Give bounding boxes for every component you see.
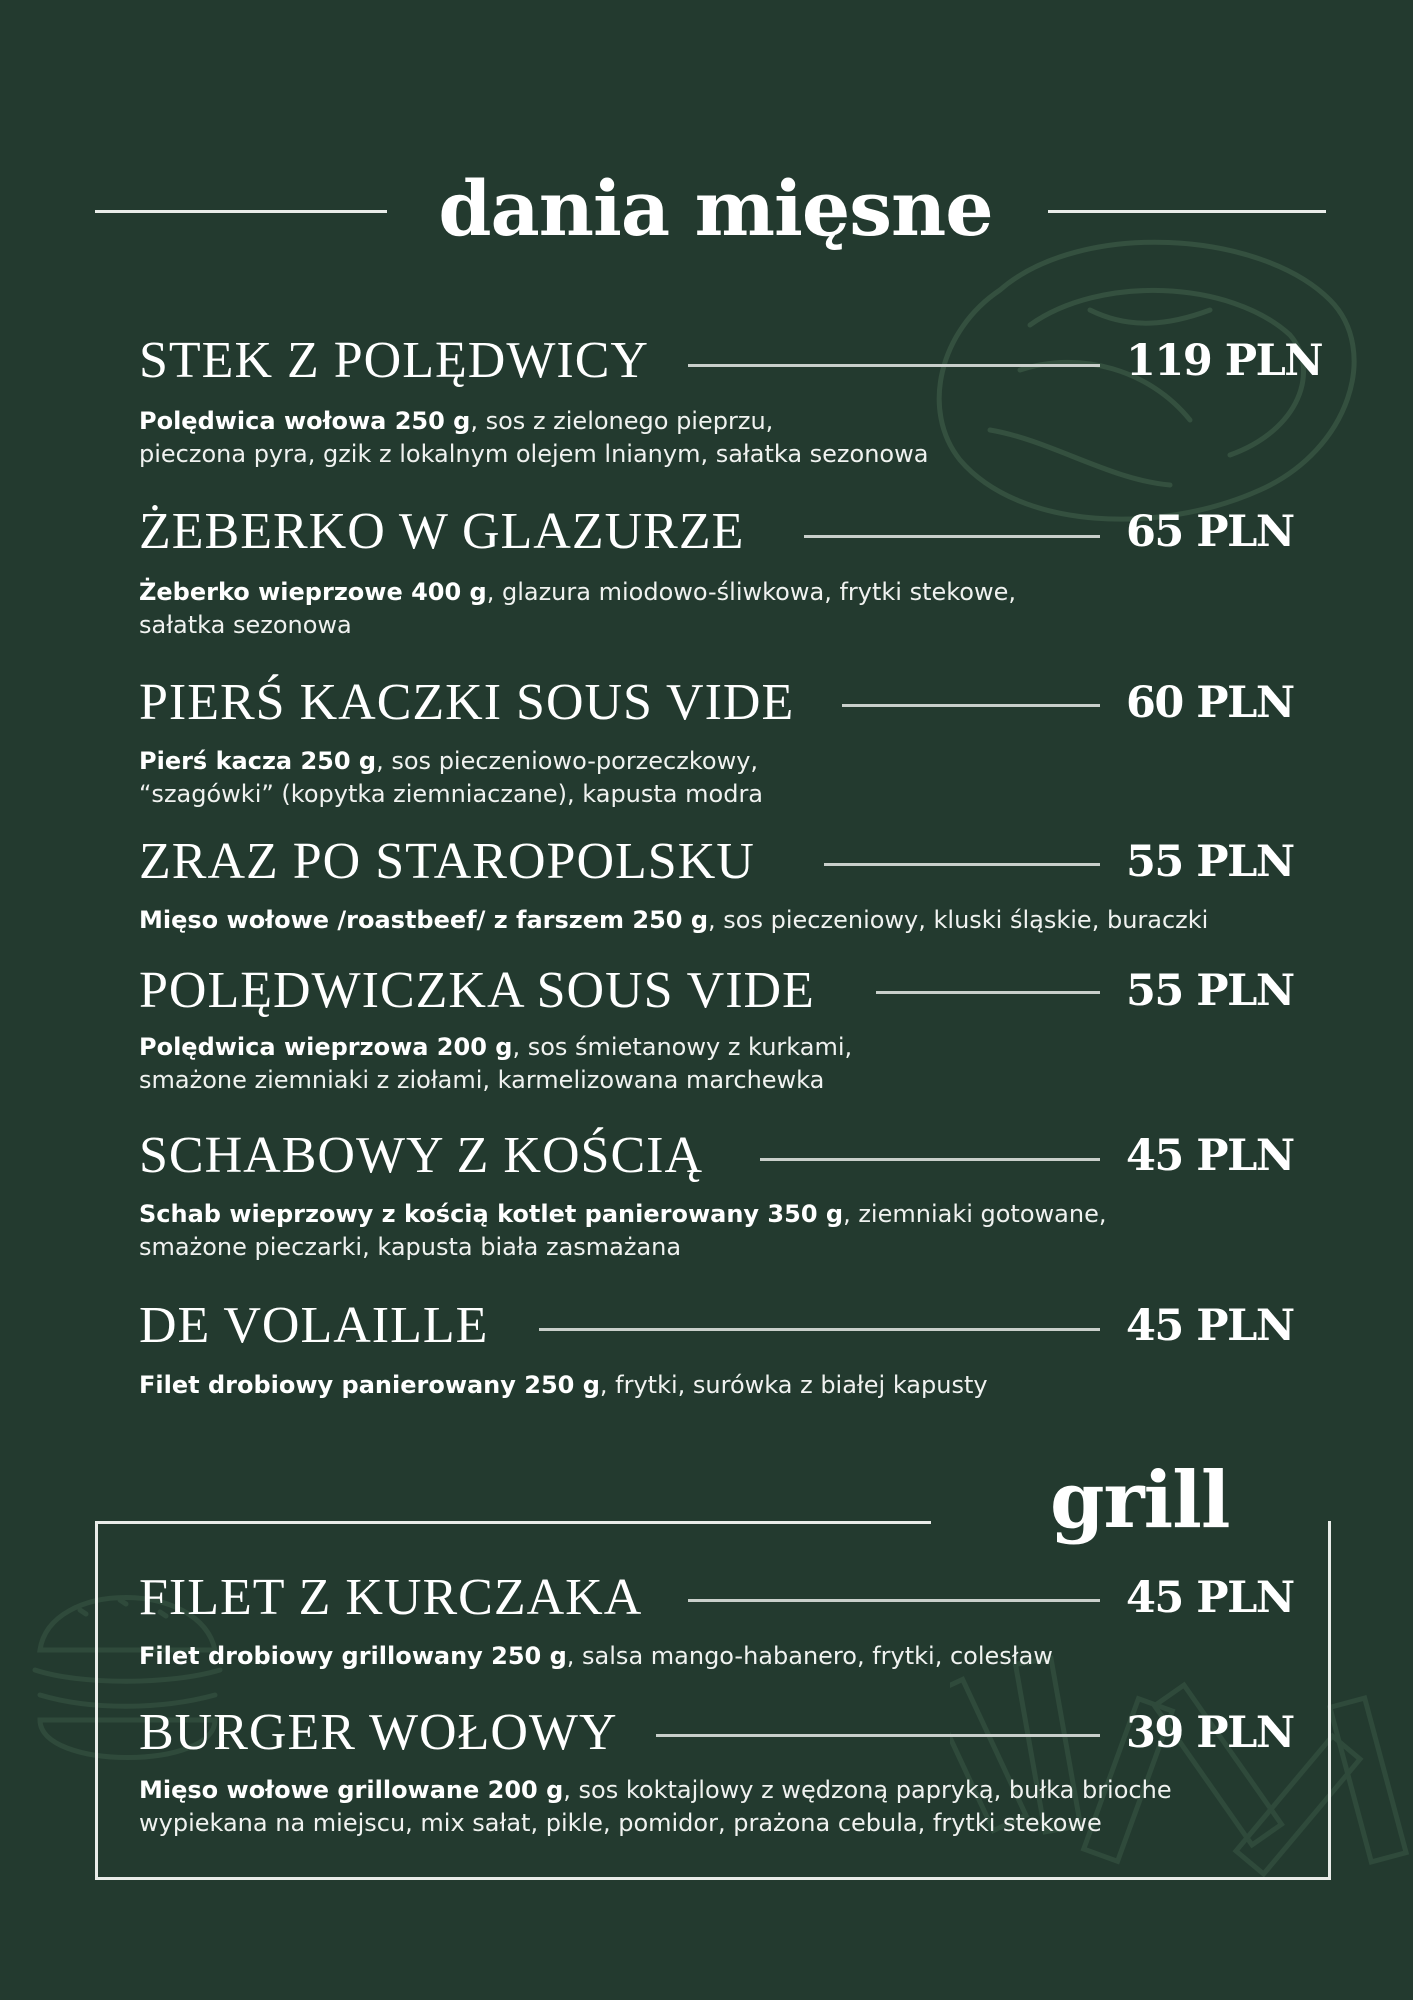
- grill-rule-top: [95, 1521, 931, 1524]
- dish-leader-line: [842, 704, 1100, 707]
- dish-description-text: , sos pieczeniowy, kluski śląskie, buraczki: [708, 906, 1209, 934]
- dish-name: POLĘDWICZKA SOUS VIDE: [139, 962, 815, 1019]
- dish-description: [139, 1031, 852, 1097]
- dish-description-bold: Żeberko wieprzowe 400 g: [139, 578, 487, 606]
- section-title-grill: grill: [1050, 1455, 1230, 1546]
- dish-leader-line: [656, 1734, 1100, 1737]
- dish-description-text: , ziemniaki gotowane,: [843, 1200, 1107, 1228]
- dish-price: 45 PLN: [1126, 1131, 1294, 1181]
- dish-description-line2: wypiekana na miejscu, mix sałat, pikle, pomidor, prażona cebula, frytki stekowe: [139, 1809, 1102, 1837]
- dish-price: 55 PLN: [1126, 966, 1294, 1016]
- dish-description-bold: Polędwica wieprzowa 200 g: [139, 1033, 513, 1061]
- header-rule-right: [1048, 210, 1326, 213]
- dish-description-bold: Filet drobiowy panierowany 250 g: [139, 1371, 600, 1399]
- section-title-meat: dania mięsne: [438, 164, 993, 253]
- dish-description-bold: Pierś kacza 250 g: [139, 747, 377, 775]
- dish-name: SCHABOWY Z KOŚCIĄ: [139, 1127, 703, 1184]
- dish-description-text: , glazura miodowo-śliwkowa, frytki stekowe,: [486, 578, 1017, 606]
- dish-price: 60 PLN: [1126, 678, 1294, 728]
- dish-description-text: , sos koktajlowy z wędzoną papryką, bułka brioche: [563, 1776, 1172, 1804]
- dish-leader-line: [760, 1158, 1100, 1161]
- dish-leader-line: [804, 535, 1100, 538]
- dish-description-line2: pieczona pyra, gzik z lokalnym olejem lnianym, sałatka sezonowa: [139, 440, 929, 468]
- dish-price: 119 PLN: [1126, 336, 1323, 386]
- dish-price: 65 PLN: [1126, 507, 1294, 557]
- dish-description-text: , sos z zielonego pieprzu,: [470, 407, 774, 435]
- dish-leader-line: [688, 364, 1100, 367]
- dish-name: ŻEBERKO W GLAZURZE: [139, 503, 745, 560]
- dish-leader-line: [539, 1328, 1100, 1331]
- dish-name: FILET Z KURCZAKA: [139, 1569, 643, 1626]
- dish-price: 45 PLN: [1126, 1573, 1294, 1623]
- dish-leader-line: [876, 991, 1100, 994]
- dish-description: [139, 745, 763, 811]
- dish-description: [139, 904, 1208, 937]
- dish-description-line2: smażone pieczarki, kapusta biała zasmażana: [139, 1233, 682, 1261]
- dish-description: [139, 405, 928, 471]
- dish-description: [139, 1369, 988, 1402]
- dish-price: 55 PLN: [1126, 837, 1294, 887]
- dish-leader-line: [688, 1599, 1100, 1602]
- dish-description-line2: smażone ziemniaki z ziołami, karmelizowana marchewka: [139, 1066, 825, 1094]
- dish-name: BURGER WOŁOWY: [139, 1704, 618, 1761]
- dish-price: 45 PLN: [1126, 1301, 1294, 1351]
- dish-description-text: , sos pieczeniowo-porzeczkowy,: [376, 747, 759, 775]
- dish-description: [139, 1640, 1053, 1673]
- dish-description-text: , sos śmietanowy z kurkami,: [512, 1033, 853, 1061]
- dish-name: ZRAZ PO STAROPOLSKU: [139, 833, 755, 890]
- dish-description-text: , salsa mango-habanero, frytki, colesław: [566, 1642, 1053, 1670]
- dish-name: STEK Z POLĘDWICY: [139, 332, 649, 389]
- dish-description-text: , frytki, surówka z białej kapusty: [599, 1371, 988, 1399]
- dish-description: [139, 1774, 1172, 1840]
- dish-description-line2: sałatka sezonowa: [139, 611, 352, 639]
- dish-description-bold: Filet drobiowy grillowany 250 g: [139, 1642, 567, 1670]
- dish-description-bold: Polędwica wołowa 250 g: [139, 407, 471, 435]
- dish-description-bold: Schab wieprzowy z kością kotlet panierowany 350 g: [139, 1200, 844, 1228]
- header-rule-left: [95, 210, 387, 213]
- dish-price: 39 PLN: [1126, 1708, 1294, 1758]
- dish-description-line2: “szagówki” (kopytka ziemniaczane), kapusta modra: [139, 780, 764, 808]
- dish-leader-line: [824, 863, 1100, 866]
- dish-name: DE VOLAILLE: [139, 1297, 489, 1354]
- dish-description: [139, 576, 1016, 642]
- dish-description-bold: Mięso wołowe /roastbeef/ z farszem 250 g: [139, 906, 709, 934]
- dish-description-bold: Mięso wołowe grillowane 200 g: [139, 1776, 564, 1804]
- dish-description: [139, 1198, 1106, 1264]
- dish-name: PIERŚ KACZKI SOUS VIDE: [139, 674, 795, 731]
